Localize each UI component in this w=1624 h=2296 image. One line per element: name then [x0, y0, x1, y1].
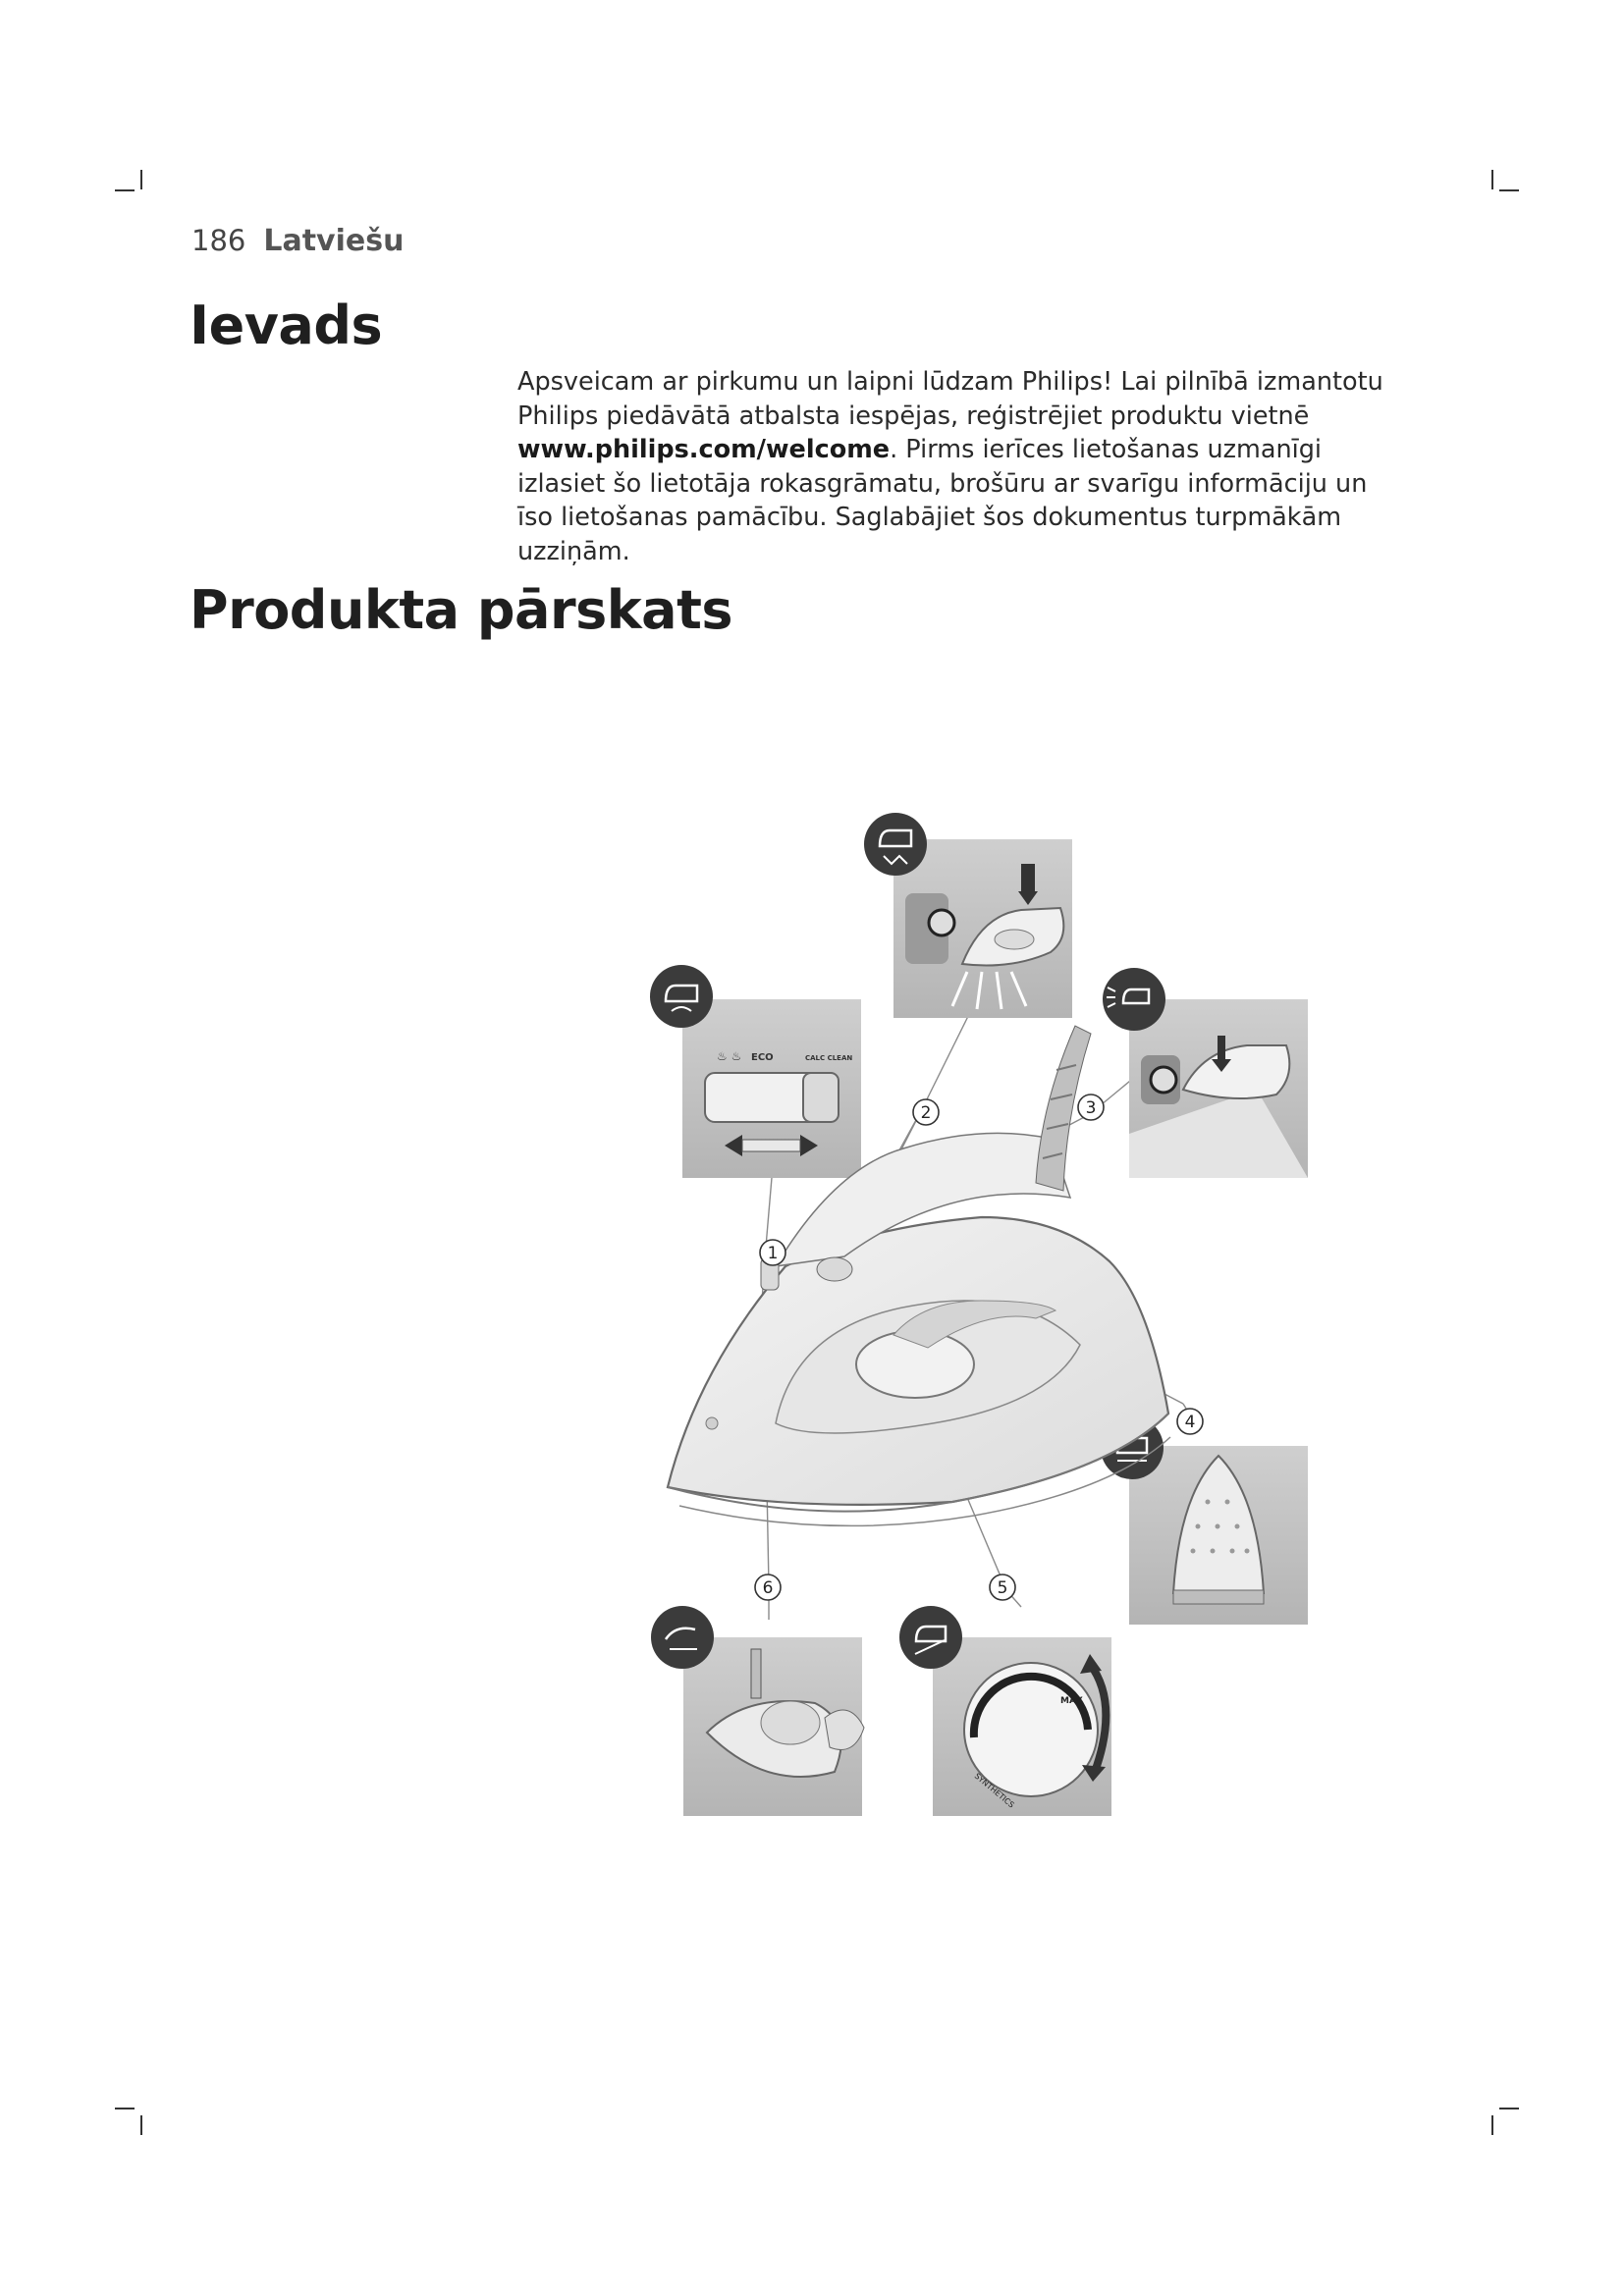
crop-mark	[140, 170, 142, 189]
steam-boost-panel	[893, 839, 1072, 1018]
callout-4-label: 4	[1184, 1413, 1196, 1432]
product-overview-figure	[628, 795, 1335, 1826]
crop-mark	[115, 2108, 135, 2109]
crop-mark	[140, 2115, 142, 2135]
svg-text:♨ ♨: ♨ ♨	[717, 1049, 742, 1063]
crop-mark	[1491, 2115, 1493, 2135]
callout-4	[1177, 1409, 1203, 1434]
crop-mark	[115, 189, 135, 191]
filling-panel	[683, 1637, 864, 1816]
spray-panel	[1129, 999, 1308, 1178]
steam-icon	[650, 965, 713, 1028]
steam-label-calc-clean: CALC CLEAN	[805, 1054, 853, 1062]
callout-2-label: 2	[920, 1103, 932, 1123]
crop-mark	[1499, 2108, 1519, 2109]
callout-5	[990, 1575, 1015, 1600]
steam-boost-icon	[864, 813, 927, 876]
temperature-icon	[899, 1606, 962, 1669]
callout-1	[760, 1240, 785, 1265]
callout-3-label: 3	[1085, 1098, 1097, 1118]
spray-icon	[1103, 968, 1165, 1031]
callout-5-label: 5	[997, 1578, 1008, 1598]
intro-text-after: . Pirms ierīces lietošanas uzmanīgi izlasiet šo lietotāja rokasgrāmatu, brošūru ar svarīgu informāciju un īso lietošanas pamācību. Saglabājiet šos dokumentus turpmākām uzziņām.	[517, 435, 1368, 566]
intro-text-before: Apsveicam ar pirkumu un laipni lūdzam Philips! Lai pilnībā izmantotu Philips piedāvātā atbalsta iespējas, reģistrējiet produktu vietnē	[517, 367, 1383, 431]
dial-label-synthetics: SYNTHETICS	[972, 1771, 1016, 1810]
welcome-link[interactable]: www.philips.com/welcome	[517, 435, 891, 464]
temperature-dial-panel	[933, 1637, 1111, 1816]
section-title-intro: Ievads	[189, 294, 383, 356]
callout-1-label: 1	[767, 1244, 779, 1263]
callout-6	[755, 1575, 781, 1600]
crop-mark	[1499, 189, 1519, 191]
filling-icon	[651, 1606, 714, 1669]
page-header	[191, 224, 404, 258]
section-title-overview: Produkta pārskats	[189, 579, 733, 641]
page-number: 186	[191, 224, 246, 257]
callout-2	[913, 1099, 939, 1125]
crop-mark	[1491, 170, 1493, 189]
intro-paragraph	[517, 365, 1401, 568]
steam-label-eco: ECO	[751, 1052, 774, 1063]
soleplate-panel	[1129, 1446, 1308, 1625]
callout-3	[1078, 1095, 1104, 1120]
callout-6-label: 6	[762, 1578, 774, 1598]
steam-selector-panel	[682, 999, 861, 1178]
page-language: Latviešu	[263, 224, 405, 258]
dial-label-max: MAX	[1060, 1696, 1083, 1706]
